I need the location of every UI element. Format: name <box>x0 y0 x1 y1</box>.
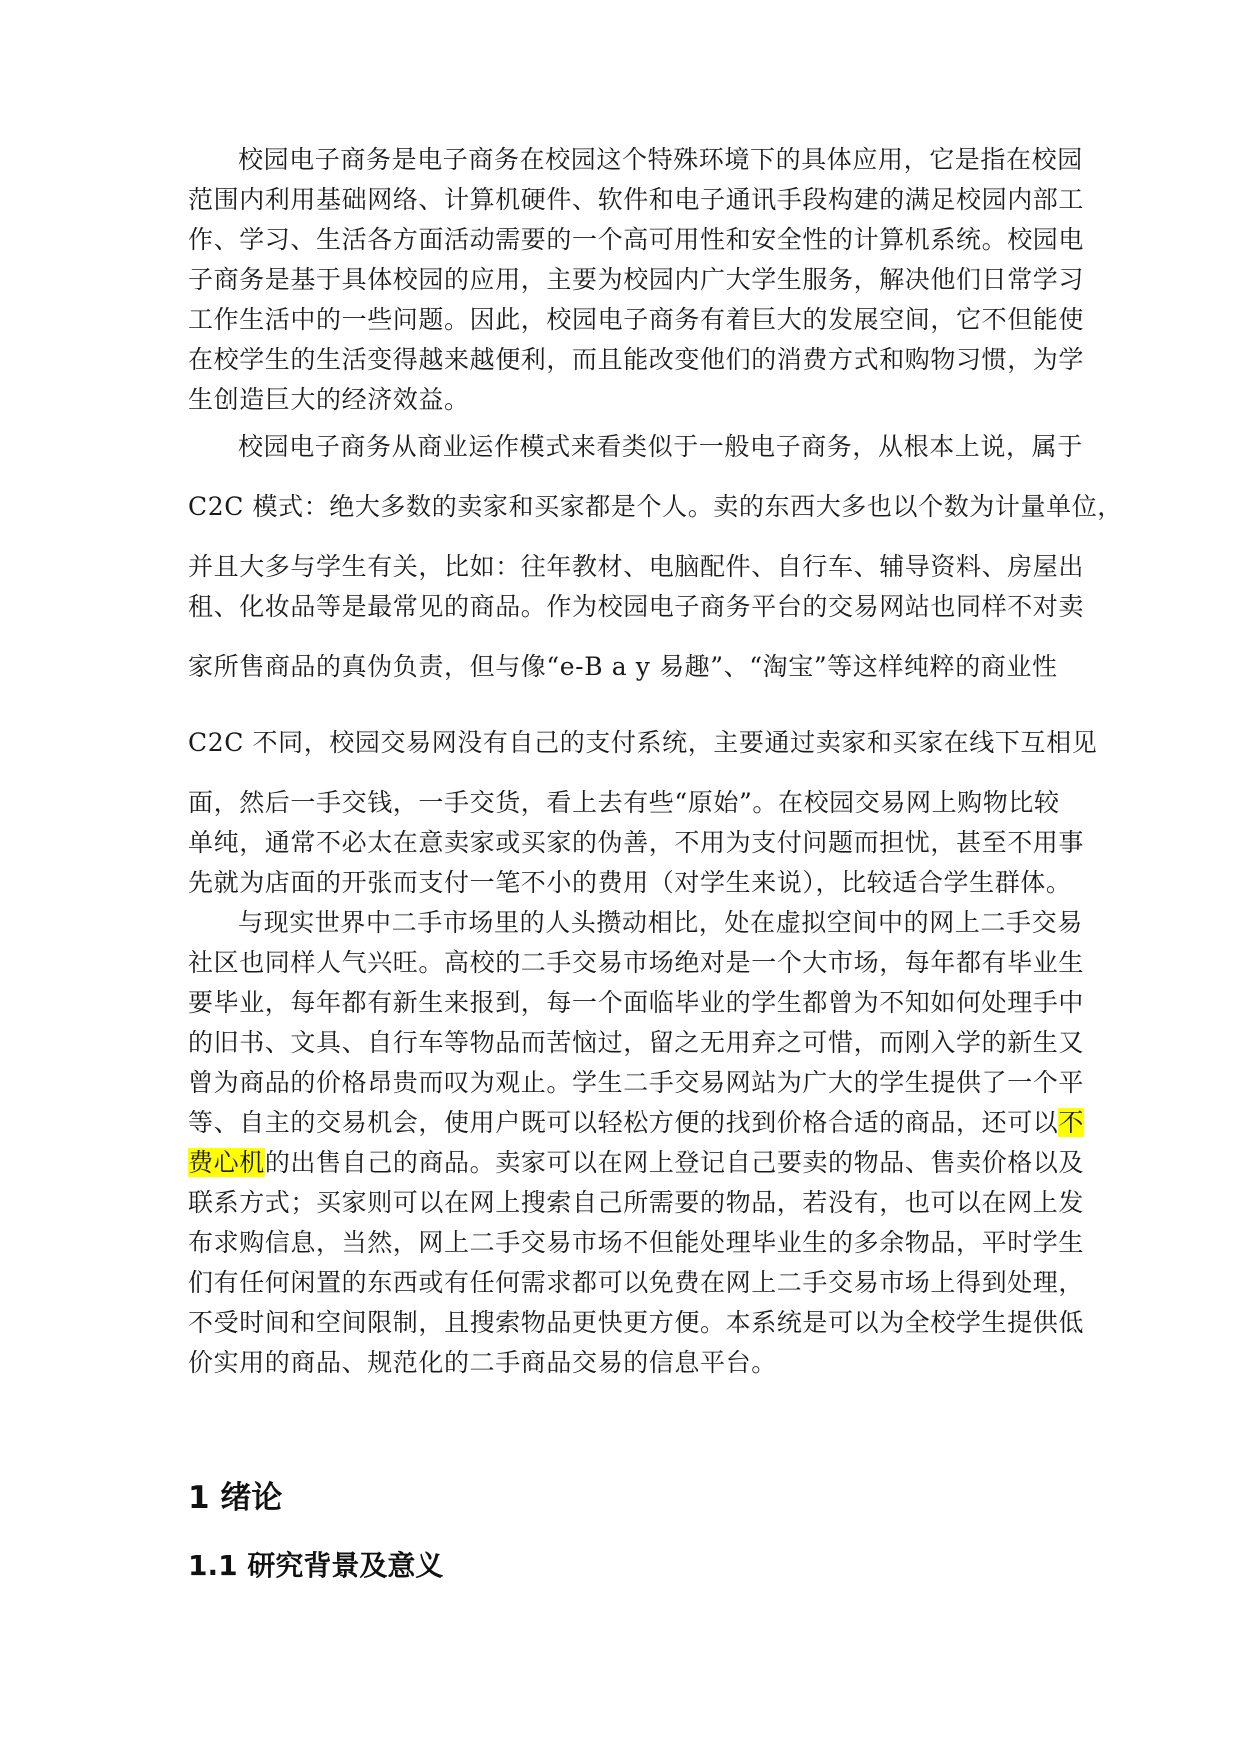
chapter-heading: 1 绪论 <box>188 1480 283 1516</box>
paragraph-line: 们有任何闲置的东西或有任何需求都可以免费在网上二手交易市场上得到处理， <box>188 1268 1085 1297</box>
paragraph-line: 单纯，通常不必太在意卖家或买家的伪善，不用为支付问题而担忧，甚至不用事 <box>188 828 1085 857</box>
paragraph-line: 要毕业，每年都有新生来报到，每一个面临毕业的学生都曾为不知如何处理手中 <box>188 988 1085 1017</box>
paragraph-line: 与现实世界中二手市场里的人头攒动相比，处在虚拟空间中的网上二手交易 <box>238 908 1083 937</box>
section-heading: 1.1 研究背景及意义 <box>188 1549 444 1582</box>
paragraph-line: 家所售商品的真伪负责，但与像“e-B a y 易趣”、“淘宝”等这样纯粹的商业性 <box>188 652 1058 681</box>
paragraph-line: 社区也同样人气兴旺。高校的二手交易市场绝对是一个大市场，每年都有毕业生 <box>188 948 1085 977</box>
paragraph-line: 范围内利用基础网络、计算机硬件、软件和电子通讯手段构建的满足校园内部工 <box>188 185 1085 214</box>
highlighted-text: 不 <box>1058 1108 1085 1137</box>
line-text: 等、自主的交易机会，使用户既可以轻松方便的找到价格合适的商品，还可以 <box>188 1108 1059 1137</box>
paragraph-line <box>188 1104 1084 1142</box>
paragraph-line: 校园电子商务从商业运作模式来看类似于一般电子商务，从根本上说，属于 <box>238 432 1083 461</box>
paragraph-line: C2C 不同，校园交易网没有自己的支付系统，主要通过卖家和买家在线下互相见 <box>188 728 1098 757</box>
line-text: 的出售自己的商品。卖家可以在网上登记自己要卖的物品、售卖价格以及 <box>264 1148 1085 1177</box>
paragraph-line: 不受时间和空间限制，且搜索物品更快更方便。本系统是可以为全校学生提供低 <box>188 1308 1085 1337</box>
paragraph-line: 子商务是基于具体校园的应用，主要为校园内广大学生服务，解决他们日常学习 <box>188 265 1085 294</box>
paragraph-line: 作、学习、生活各方面活动需要的一个高可用性和安全性的计算机系统。校园电 <box>188 225 1085 254</box>
paragraph-line: 生创造巨大的经济效益。 <box>188 385 470 414</box>
paragraph-line: 曾为商品的价格昂贵而叹为观止。学生二手交易网站为广大的学生提供了一个平 <box>188 1068 1085 1097</box>
paragraph-line: 工作生活中的一些问题。因此，校园电子商务有着巨大的发展空间，它不但能使 <box>188 305 1085 334</box>
paragraph-line: C2C 模式：绝大多数的卖家和买家都是个人。卖的东西大多也以个数为计量单位， <box>188 492 1123 521</box>
highlighted-text: 费心机 <box>188 1148 265 1177</box>
paragraph-line: 校园电子商务是电子商务在校园这个特殊环境下的具体应用，它是指在校园 <box>238 145 1083 174</box>
paragraph-line: 面，然后一手交钱，一手交货，看上去有些“原始”。在校园交易网上购物比较 <box>188 788 1060 817</box>
paragraph-line: 先就为店面的开张而支付一笔不小的费用（对学生来说），比较适合学生群体。 <box>188 868 1072 897</box>
paragraph-line <box>188 1144 1084 1182</box>
paragraph-line: 在校学生的生活变得越来越便利，而且能改变他们的消费方式和购物习惯，为学 <box>188 345 1085 374</box>
paragraph-line: 联系方式；买家则可以在网上搜索自己所需要的物品，若没有，也可以在网上发 <box>188 1188 1085 1217</box>
paragraph-line: 的旧书、文具、自行车等物品而苦恼过，留之无用弃之可惜，而刚入学的新生又 <box>188 1028 1085 1057</box>
paragraph-line: 布求购信息，当然，网上二手交易市场不但能处理毕业生的多余物品，平时学生 <box>188 1228 1085 1257</box>
paragraph-line: 并且大多与学生有关，比如：往年教材、电脑配件、自行车、辅导资料、房屋出 <box>188 552 1085 581</box>
paragraph-line: 租、化妆品等是最常见的商品。作为校园电子商务平台的交易网站也同样不对卖 <box>188 592 1085 621</box>
paragraph-line: 价实用的商品、规范化的二手商品交易的信息平台。 <box>188 1348 777 1377</box>
